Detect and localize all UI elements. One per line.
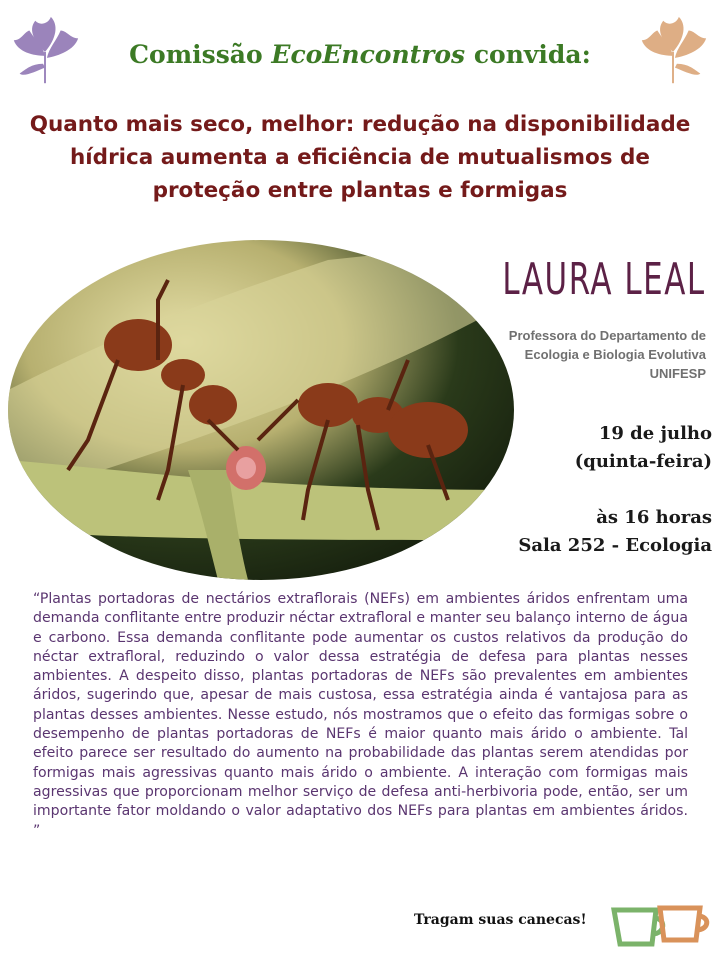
speaker-affiliation: Professora do Departamento de Ecologia e Biologia Evolutiva UNIFESP (508, 328, 706, 381)
ants-photo (8, 240, 514, 580)
event-weekday: (quinta-feira) (574, 451, 712, 472)
abstract-text: “Plantas portadoras de nectários extraflorais (NEFs) em ambientes áridos enfrentam uma demanda conflitante entre produzir néctar extrafloral e manter seu balanço interno de água e carbono. Essa demanda conflitante pode aumentar os custos relativos da produção do néctar extrafloral, reduzindo o valor dessa estratégia de defesa para plantas nesses ambientes. A despeito disso, plantas portadoras de NEFs são prevalentes em ambientes áridos, sugerindo que, apesar de mais custosa, essa estratégia ainda é vantajosa para as plantas desses ambientes. Nesse estudo, nós mostramos que o efeito das formigas sobre o desempenho de plantas portadoras de NEFs é maior quanto mais árido o ambiente. Tal efeito parece ser resultado do aumento na probabilidade das plantas serem atendidas por formigas mais agressivas quanto mais árido o ambiente. A interação com formigas mais agressivas que proporcionam melhor serviço de defesa anti-herbivoria pode, então, ser um importante fator moldando o valor adaptativo dos NEFs para plantas em ambientes áridos. ” (33, 591, 688, 839)
event-time: às 16 horas (596, 507, 712, 528)
talk-title: Quanto mais seco, melhor: redução na disponibilidade hídrica aumenta a eficiência de mutualismos de proteção entre plantas e formigas (29, 112, 691, 203)
leaf-icon-orange (634, 12, 712, 92)
event-date: 19 de julho (598, 423, 712, 444)
event-details (518, 420, 712, 560)
event-room: Sala 252 - Ecologia (518, 535, 712, 556)
leaf-icon-purple (6, 12, 84, 92)
speaker-name: LAURA LEAL (502, 254, 706, 305)
header-emphasis: EcoEncontros (271, 40, 466, 69)
footer-note: Tragam suas canecas! (414, 912, 587, 928)
invitation-header: Comissão EcoEncontros convida: (129, 40, 591, 69)
mugs-icon (610, 900, 710, 952)
